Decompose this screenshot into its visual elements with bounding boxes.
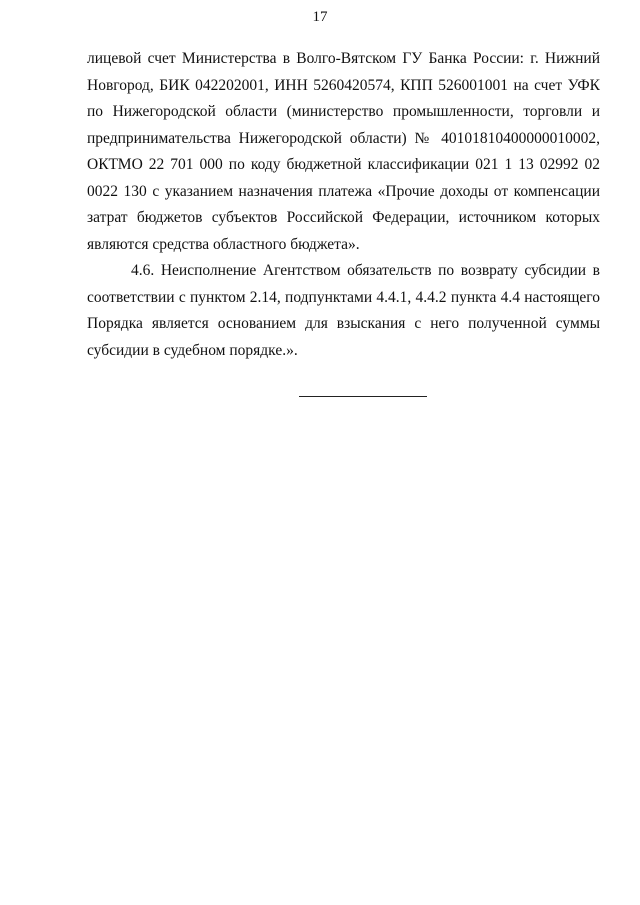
text-line: Новгород, БИК 042202001, ИНН 5260420574, КПП 526001001 на счет УФК: [87, 76, 600, 94]
clause-4-6: [87, 258, 600, 364]
text-line: 0022 130 с указанием назначения платежа «Прочие доходы от компенсации: [87, 182, 600, 200]
text-line: предпринимательства Нижегородской области) № 40101810400000010002,: [87, 129, 600, 147]
text-line: являются средства областного бюджета».: [87, 235, 360, 253]
text-line: ОКТМО 22 701 000 по коду бюджетной классификации 021 1 13 02992 02: [87, 156, 600, 173]
text-line: Порядка является основанием для взыскания с него полученной суммы: [87, 315, 600, 332]
document-body: [87, 46, 600, 364]
text-line: субсидии в судебном порядке.».: [87, 341, 298, 359]
text-line: лицевой счет Министерства в Волго-Вятском ГУ Банка России: г. Нижний: [87, 50, 600, 67]
text-line: по Нижегородской области (министерство промышленности, торговли и: [87, 103, 600, 120]
text-line: соответствии с пунктом 2.14, подпунктами 4.4.1, 4.4.2 пункта 4.4 настоящего: [87, 288, 600, 306]
page-number: 17: [312, 9, 328, 25]
text-line: затрат бюджетов субъектов Российской Федерации, источником которых: [87, 209, 600, 226]
paragraph-continuation: [87, 46, 600, 258]
closing-divider: [299, 396, 427, 397]
text-line: 4.6. Неисполнение Агентством обязательств по возврату субсидии в: [131, 262, 600, 279]
